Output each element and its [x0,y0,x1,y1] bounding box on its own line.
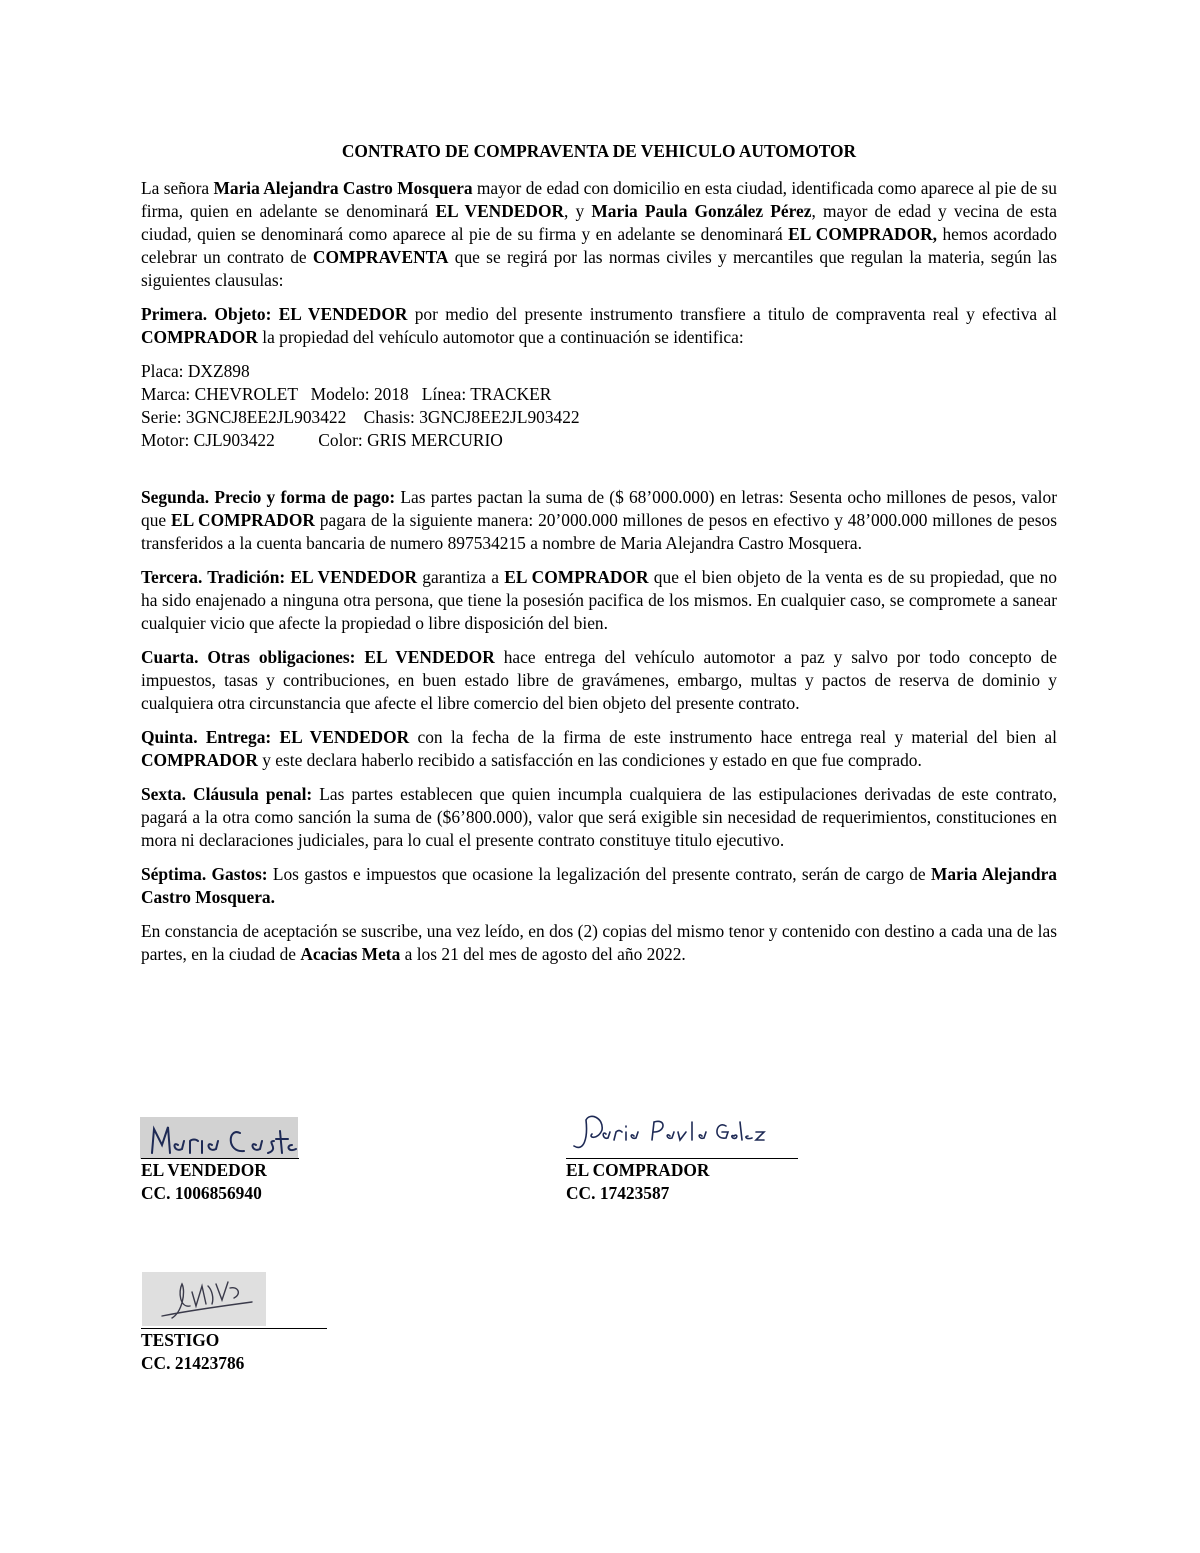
buyer-id: CC. 17423587 [566,1183,670,1203]
witness-signature-image [142,1272,266,1326]
text: pagara de la siguiente manera: 20’000.000 millones de pesos en efectivo y 48’000.000 millones de pesos transferidos a la cuenta bancaria de numero 897534215 a nombre de Maria Alejandra Castro Mosquera. [141,510,1057,553]
text: con la fecha de la firma de este instrumento hace entrega real y material del bien al [409,727,1057,747]
bold-term: COMPRADOR [141,750,258,770]
text: y este declara haberlo recibido a satisfacción en las condiciones y estado en que fue comprado. [257,750,922,770]
clause-heading: Tercera. Tradición: EL VENDEDOR [141,567,418,587]
buyer-signature-block [566,1158,798,1205]
text: que se regirá por las normas civiles y mercantiles que regulan la materia, según las siguientes clausulas: [141,247,1057,290]
text: Las partes establecen que quien incumpla cualquiera de las estipulaciones derivadas de este contrato, pagará a la otra como sanción la suma de ($6’800.000), valor que será exigible sin necesidad de requerimientos, constituciones en mora ni declaraciones judiciales, para lo cual el presente contrato constituye titulo ejecutivo. [141,784,1057,850]
bold-term: EL COMPRADOR [504,567,649,587]
bold-term: COMPRADOR [141,327,258,347]
seller-signature-image [140,1117,298,1159]
text: La señora [141,178,214,198]
buyer-role: EL COMPRADOR [566,1160,710,1180]
clause-heading: Séptima. Gastos: [141,864,268,884]
vehicle-serial-chassis: Serie: 3GNCJ8EE2JL903422 Chasis: 3GNCJ8EE2JL903422 [141,407,580,427]
witness-role: TESTIGO [141,1330,220,1350]
buyer-name: Maria Paula González Pérez [591,201,812,221]
text: Los gastos e impuestos que ocasione la legalización del presente contrato, serán de cargo de [267,864,931,884]
document-title: CONTRATO DE COMPRAVENTA DE VEHICULO AUTOMOTOR [341,141,857,161]
clause-tercera [141,566,1057,635]
text: mayor de edad con domicilio en esta ciudad, identificada como aparece al pie de su firma, quien en adelante se denominará [141,178,1057,221]
text: Las partes pactan la suma de ($ 68’000.000) en letras: Sesenta ocho millones de pesos, valor que [141,487,1057,530]
text: En constancia de aceptación se suscribe, una vez leído, en dos (2) copias del mismo tenor y contenido con destino a cada una de las partes, en la ciudad de [141,921,1057,964]
clause-septima [141,863,1057,909]
contract-document [141,140,1057,977]
text: que el bien objeto de la venta es de su propiedad, que no ha sido enajenado a ninguna otra persona, que tiene la posesión pacifica de los mismos. En cualquier caso, se compromete a sanear cualquier vicio que afecte la propiedad o libre disposición del bien. [141,567,1057,633]
clause-heading: Primera. Objeto: EL VENDEDOR [141,304,408,324]
text: , y [564,201,592,221]
text: la propiedad del vehículo automotor que a continuación se identifica: [257,327,744,347]
clause-cuarta [141,646,1057,715]
text: a los 21 del mes de agosto del año 2022. [400,944,686,964]
clause-heading: Quinta. Entrega: EL VENDEDOR [141,727,410,747]
seller-name: Maria Alejandra Castro Mosquera [213,178,473,198]
vehicle-details [141,360,1057,452]
clause-segunda [141,486,1057,555]
seller-signature-block [141,1158,299,1205]
text: hemos acordado celebrar un contrato de [141,224,1057,267]
closing-paragraph [141,920,1057,966]
clause-heading: Sexta. Cláusula penal: [141,784,313,804]
buyer-signature-image [570,1108,770,1156]
vehicle-plate: Placa: DXZ898 [141,361,250,381]
vehicle-motor-color: Motor: CJL903422 Color: GRIS MERCURIO [141,430,503,450]
witness-signature-block [141,1328,327,1375]
bold-term: EL COMPRADOR [170,510,315,530]
witness-signature-drawing [142,1272,266,1326]
bold-term: Maria Alejandra Castro Mosquera. [141,864,1057,907]
witness-id: CC. 21423786 [141,1353,245,1373]
text: por medio del presente instrumento transfiere a titulo de compraventa real y efectiva al [407,304,1057,324]
clause-primera [141,303,1057,349]
seller-id: CC. 1006856940 [141,1183,262,1203]
text: , mayor de edad y vecina de esta ciudad, quien se denominará como aparece al pie de su firma y en adelante se denominará [141,201,1058,244]
clause-heading: Segunda. Precio y forma de pago: [141,487,396,507]
text: garantiza a [417,567,505,587]
intro-paragraph [141,177,1057,292]
city-name: Acacias Meta [300,944,401,964]
text: hace entrega del vehículo automotor a paz y salvo por todo concepto de impuestos, tasas y contribuciones, en buen estado libre de gravámenes, embargo, multas y pactos de reserva de dominio y cualquiera otra circunstancia que afecte el libre comercio del bien objeto del presente contrato. [141,647,1057,713]
bold-term: EL COMPRADOR, [788,224,938,244]
seller-signature-drawing [140,1117,298,1159]
bold-term: EL VENDEDOR [435,201,565,221]
clause-sexta [141,783,1057,852]
vehicle-brand-model: Marca: CHEVROLET Modelo: 2018 Línea: TRACKER [141,384,552,404]
clause-quinta [141,726,1057,772]
clause-heading: Cuarta. Otras obligaciones: EL VENDEDOR [141,647,495,667]
seller-role: EL VENDEDOR [141,1160,267,1180]
buyer-signature-drawing [570,1108,770,1156]
bold-term: COMPRAVENTA [312,247,449,267]
